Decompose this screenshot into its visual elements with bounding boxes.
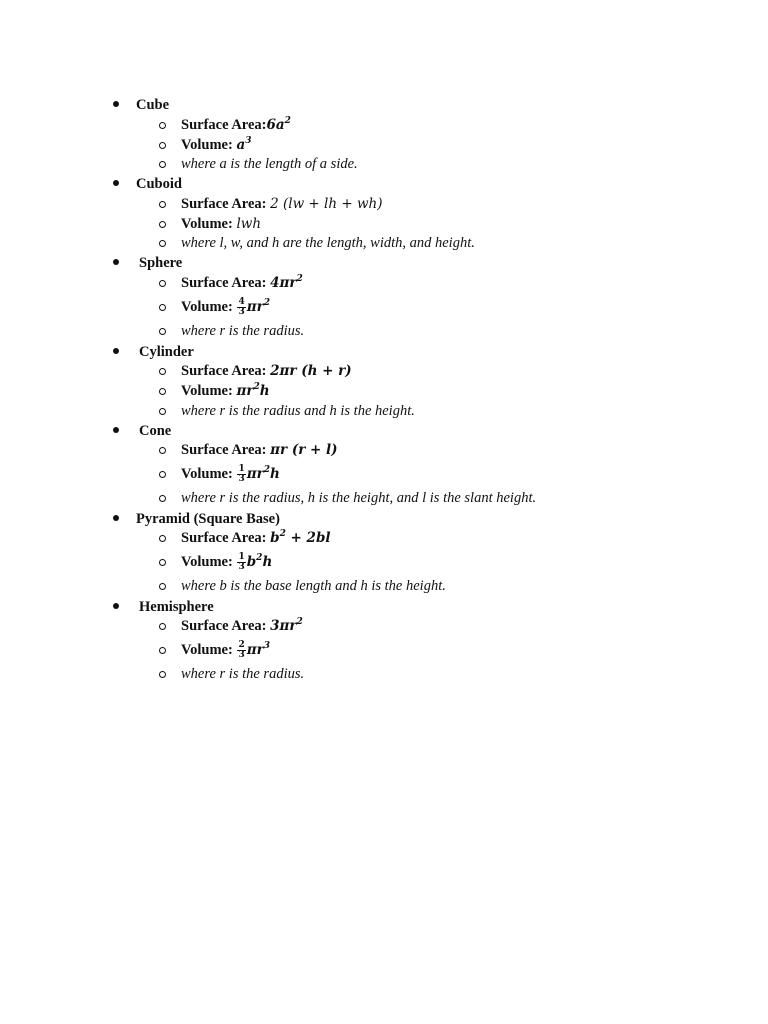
circle-bullet-icon [159,447,166,454]
circle-bullet-icon [159,408,166,415]
circle-bullet-icon [159,161,166,168]
shape-name: Pyramid (Square Base) [136,511,280,527]
note-text: where r is the radius, h is the height, and l is the slant height. [181,490,537,506]
bullet-icon [113,427,119,433]
bullet-icon [113,348,119,354]
note-line [0,665,768,685]
note-line [0,402,768,422]
bullet-icon [113,603,119,609]
shape-name: Cylinder [139,344,194,360]
note-text: where r is the radius. [181,666,305,682]
volume-formula: $\pi r^2h$ [236,382,270,399]
volume-formula: $a^3$ [236,136,252,153]
volume-label: Volume: [181,216,233,232]
circle-bullet-icon [159,535,166,542]
circle-bullet-icon [159,304,166,311]
surface-area-line [0,441,768,461]
bullet-icon [113,515,119,521]
note-text: where l, w, and h are the length, width, and height. [181,235,475,251]
volume-line [0,638,768,664]
note-text: where r is the radius and h is the height. [181,403,415,419]
volume-formula: $\pi r^2h$ [246,465,280,482]
volume-label: Volume: [181,554,233,570]
volume-line [0,136,768,156]
note-text: where r is the radius. [181,323,305,339]
volume-formula: $b^2h$ [246,553,273,570]
surface-area-formula: πr (r + l) [270,442,338,458]
note-line [0,489,768,509]
shape-name: Sphere [139,255,183,271]
volume-line [0,215,768,235]
circle-bullet-icon [159,388,166,395]
note-line [0,322,768,342]
shape-item-pyramid [0,510,768,530]
fraction: $\frac{4}{3}$ [238,297,245,318]
surface-area-label: Surface Area: [181,117,267,133]
note-line [0,234,768,254]
surface-area-line [0,362,768,382]
surface-area-label: Surface Area: [181,275,267,291]
volume-line [0,550,768,576]
volume-label: Volume: [181,383,233,399]
circle-bullet-icon [159,240,166,247]
surface-area-formula: $b^2 + 2bl$ [270,529,331,546]
shape-item-hemisphere [0,598,768,618]
volume-line [0,295,768,321]
surface-area-label: Surface Area: [181,530,267,546]
surface-area-line [0,116,768,136]
surface-area-line [0,195,768,215]
volume-line [0,382,768,402]
volume-formula: $\pi r^3$ [246,641,270,658]
volume-line [0,462,768,488]
volume-formula: lwh [236,216,262,232]
circle-bullet-icon [159,142,166,149]
surface-area-label: Surface Area: [181,196,267,212]
note-text: where a is the length of a side. [181,156,358,172]
shape-item-cone [0,422,768,442]
bullet-icon [113,101,119,107]
volume-label: Volume: [181,137,233,153]
fraction: $\frac{1}{3}$ [238,552,245,573]
circle-bullet-icon [159,647,166,654]
bullet-icon [113,180,119,186]
surface-area-formula: 2 (lw + lh + wh) [270,196,383,212]
circle-bullet-icon [159,201,166,208]
surface-area-line [0,617,768,637]
circle-bullet-icon [159,559,166,566]
shape-item-cylinder [0,343,768,363]
circle-bullet-icon [159,328,166,335]
shape-name: Hemisphere [139,599,214,615]
circle-bullet-icon [159,368,166,375]
shape-item-sphere [0,254,768,274]
volume-label: Volume: [181,642,233,658]
circle-bullet-icon [159,671,166,678]
circle-bullet-icon [159,583,166,590]
shape-name: Cuboid [136,176,182,192]
surface-area-label: Surface Area: [181,363,267,379]
note-line [0,155,768,175]
circle-bullet-icon [159,623,166,630]
circle-bullet-icon [159,122,166,129]
surface-area-line [0,274,768,294]
volume-label: Volume: [181,299,233,315]
circle-bullet-icon [159,495,166,502]
surface-area-label: Surface Area: [181,618,267,634]
surface-area-formula: $6a^2$ [266,116,291,133]
volume-label: Volume: [181,466,233,482]
volume-formula: $\pi r^2$ [246,298,270,315]
note-line [0,577,768,597]
bullet-icon [113,259,119,265]
shape-name: Cone [139,423,172,439]
circle-bullet-icon [159,280,166,287]
shape-item-cuboid [0,175,768,195]
shape-item-cube [0,96,768,116]
surface-area-formula: 2πr (h + r) [270,363,352,379]
fraction: $\frac{2}{3}$ [238,640,245,661]
surface-area-formula: $3\pi r^2$ [270,617,303,634]
surface-area-label: Surface Area: [181,442,267,458]
surface-area-formula: $4\pi r^2$ [270,274,303,291]
surface-area-line [0,529,768,549]
fraction: $\frac{1}{3}$ [238,464,245,485]
circle-bullet-icon [159,471,166,478]
shape-name: Cube [136,97,170,113]
circle-bullet-icon [159,221,166,228]
note-text: where b is the base length and h is the height. [181,578,446,594]
